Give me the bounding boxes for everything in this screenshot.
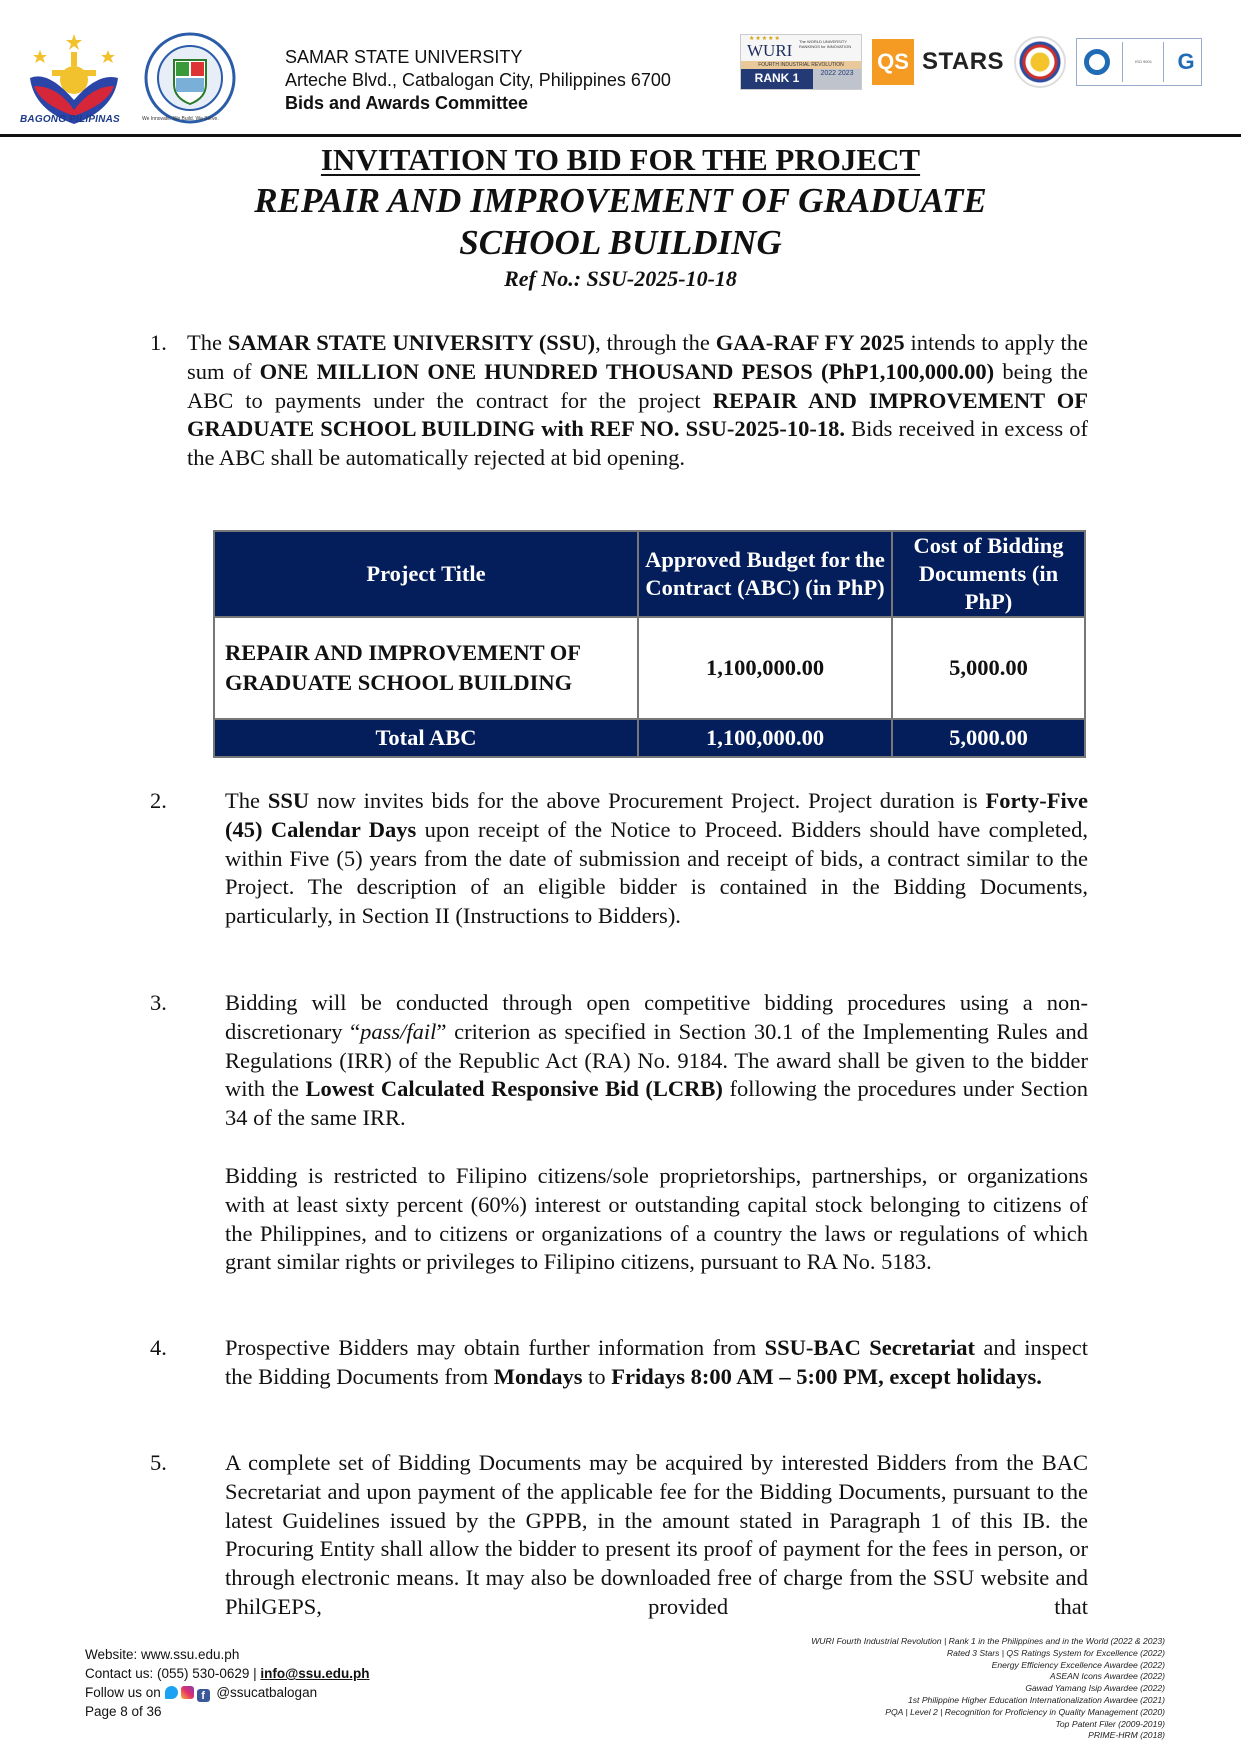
wuri-name: WURI [747,41,793,60]
total-abc: 1,100,000.00 [638,719,892,757]
document-heading: INVITATION TO BID FOR THE PROJECT [320,142,921,177]
column-header: Project Title [214,531,638,617]
pqa-seal-icon [1014,36,1066,88]
paragraph-4: Prospective Bidders may obtain further information from SSU-BAC Secretariat and inspect the Bidding Documents from Mondays to Fridays 8:00 AM – 5:00 PM, except holidays. [225,1335,1088,1389]
abc-table [213,530,1086,758]
page-number: Page 8 of 36 [85,1704,162,1719]
award-item: Rated 3 Stars | QS Ratings System for Excellence (2022) [946,1647,1165,1658]
footer-website: Website: www.ssu.edu.ph [85,1647,240,1662]
item-number: 1. [150,330,167,355]
header-divider [0,134,1241,137]
item-number: 5. [150,1450,167,1475]
project-title-cell: REPAIR AND IMPROVEMENT OF GRADUATE SCHOOL BUILDING [214,617,638,719]
institution-block [285,46,671,115]
socotec-iso-badge [1076,38,1202,86]
wuri-rank: RANK 1 [741,69,813,89]
table-header-row [214,531,1085,617]
project-title-line-2: SCHOOL BUILDING [459,223,782,262]
accreditation-badges [740,34,1202,90]
total-cost: 5,000.00 [892,719,1085,757]
twitter-icon[interactable] [165,1686,178,1699]
wuri-caption: The WORLD UNIVERSITY RANKINGS for INNOVATION [799,39,852,49]
wuri-years: 2022 2023 [813,69,861,89]
footer-contact-line: Contact us: (055) 530-0629 | info@ssu.edu.ph [85,1666,370,1681]
iso-label: ISO 9001 [1122,42,1164,82]
social-handle: @ssucatbalogan [216,1685,318,1700]
footer-awards [811,1636,1165,1742]
award-item: 1st Philippine Higher Education Internationalization Awardee (2021) [907,1694,1165,1705]
instagram-icon[interactable] [181,1686,194,1699]
wuri-badge [740,34,862,90]
total-label: Total ABC [214,719,638,757]
reference-number: Ref No.: SSU-2025-10-18 [504,266,737,291]
item-number: 2. [150,788,167,813]
facebook-icon[interactable]: f [197,1689,210,1702]
wuri-band: FOURTH INDUSTRIAL REVOLUTION [741,61,861,69]
award-item: Gawad Yamang Isip Awardee (2022) [1025,1683,1165,1694]
letterhead [0,0,1241,138]
footer-social: Follow us on f @ssucatbalogan [85,1685,318,1702]
paragraph-3-eligibility: Bidding is restricted to Filipino citizens/sole proprietorships, partnerships, or organizations with at least sixty percent (60%) interest or outstanding capital stock belonging to citizens of the Philippines, and to citizens or organizations of a country the laws or regulations of which grant similar rights or privileges to Filipino citizens, pursuant to RA No. 5183. [225,1163,1088,1275]
qs-stars-badge [872,39,1004,85]
wuri-stars-icon: ★★★★★ [749,36,781,42]
footer-contact [85,1645,370,1721]
award-item: Top Patent Filer (2009-2019) [1055,1718,1165,1729]
university-name: SAMAR STATE UNIVERSITY [285,47,523,67]
socotec-logo-icon [1084,49,1110,75]
project-title-line-1: REPAIR AND IMPROVEMENT OF GRADUATE [254,181,987,220]
table-row [214,617,1085,719]
column-header: Approved Budget for the Contract (ABC) (in PhP) [638,531,892,617]
item-number: 3. [150,990,167,1015]
office-name: Bids and Awards Committee [285,93,529,113]
paragraph-5: A complete set of Bidding Documents may be acquired by interested Bidders from the BAC Secretariat and upon payment of the applicable fee for the Bidding Documents, pursuant to the latest Guidelines issued by the GPPB, in the amount stated in Paragraph 1 of this IB. the Procuring Entity shall allow the bidder to present its proof of payment for the fees in person, or through electronic means. It may also be downloaded free of charge from the SSU website and PhilGEPS, provided that [225,1450,1088,1619]
email-link[interactable]: info@ssu.edu.ph [260,1666,370,1681]
award-item: Energy Efficiency Excellence Awardee (2022) [991,1659,1165,1670]
column-header: Cost of Bidding Documents (in PhP) [892,531,1085,617]
paragraph-3: Bidding will be conducted through open competitive bidding procedures using a non-discretionary “pass/fail” criterion as specified in Section 30.1 of the Implementing Rules and Regulations (IRR) of the Republic Act (RA) No. 9184. The award shall be given to the bidder with the Lowest Calculated Responsive Bid (LCRB) following the procedures under Section 34 of the same IRR. [225,990,1088,1131]
paragraph-2: The SSU now invites bids for the above Procurement Project. Project duration is Forty-Five (45) Calendar Days upon receipt of the Notice to Proceed. Bidders should have completed, within Five (5) years from the date of submission and receipt of bids, a contract similar to the Project. The description of an eligible bidder is contained in the Bidding Documents, particularly, in Section II (Instructions to Bidders). [225,788,1088,929]
jas-anz-logo-icon: G [1177,49,1195,74]
qs-mark: QS [872,39,914,85]
abc-cell: 1,100,000.00 [638,617,892,719]
award-item: PRIME-HRM (2018) [1088,1730,1165,1741]
ssu-seal-logo [142,32,238,124]
item-number: 4. [150,1335,167,1360]
total-row [214,719,1085,757]
award-item: PQA | Level 2 | Recognition for Proficiency in Quality Management (2020) [885,1706,1165,1717]
cost-cell: 5,000.00 [892,617,1085,719]
bagong-pilipinas-caption: BAGONG PILIPINAS [20,114,120,125]
qs-label: STARS [922,48,1005,75]
project-title [0,180,1241,264]
award-item: WURI Fourth Industrial Revolution | Rank 1 in the Philippines and in the World (2022 & 2023) [811,1636,1165,1646]
ssu-tagline: We Innovate. We Build. We Serve. [142,116,219,122]
award-item: ASEAN Icons Awardee (2022) [1049,1671,1165,1682]
paragraph-1: The SAMAR STATE UNIVERSITY (SSU), through the GAA-RAF FY 2025 intends to apply the sum of ONE MILLION ONE HUNDRED THOUSAND PESOS (PhP1,100,000.00) being the ABC to payments under the contract for the project REPAIR AND IMPROVEMENT OF GRADUATE SCHOOL BUILDING with REF NO. SSU-2025-10-18. Bids received in excess of the ABC shall be automatically rejected at bid opening. [187,330,1089,471]
university-address: Arteche Blvd., Catbalogan City, Philippines 6700 [285,70,671,90]
